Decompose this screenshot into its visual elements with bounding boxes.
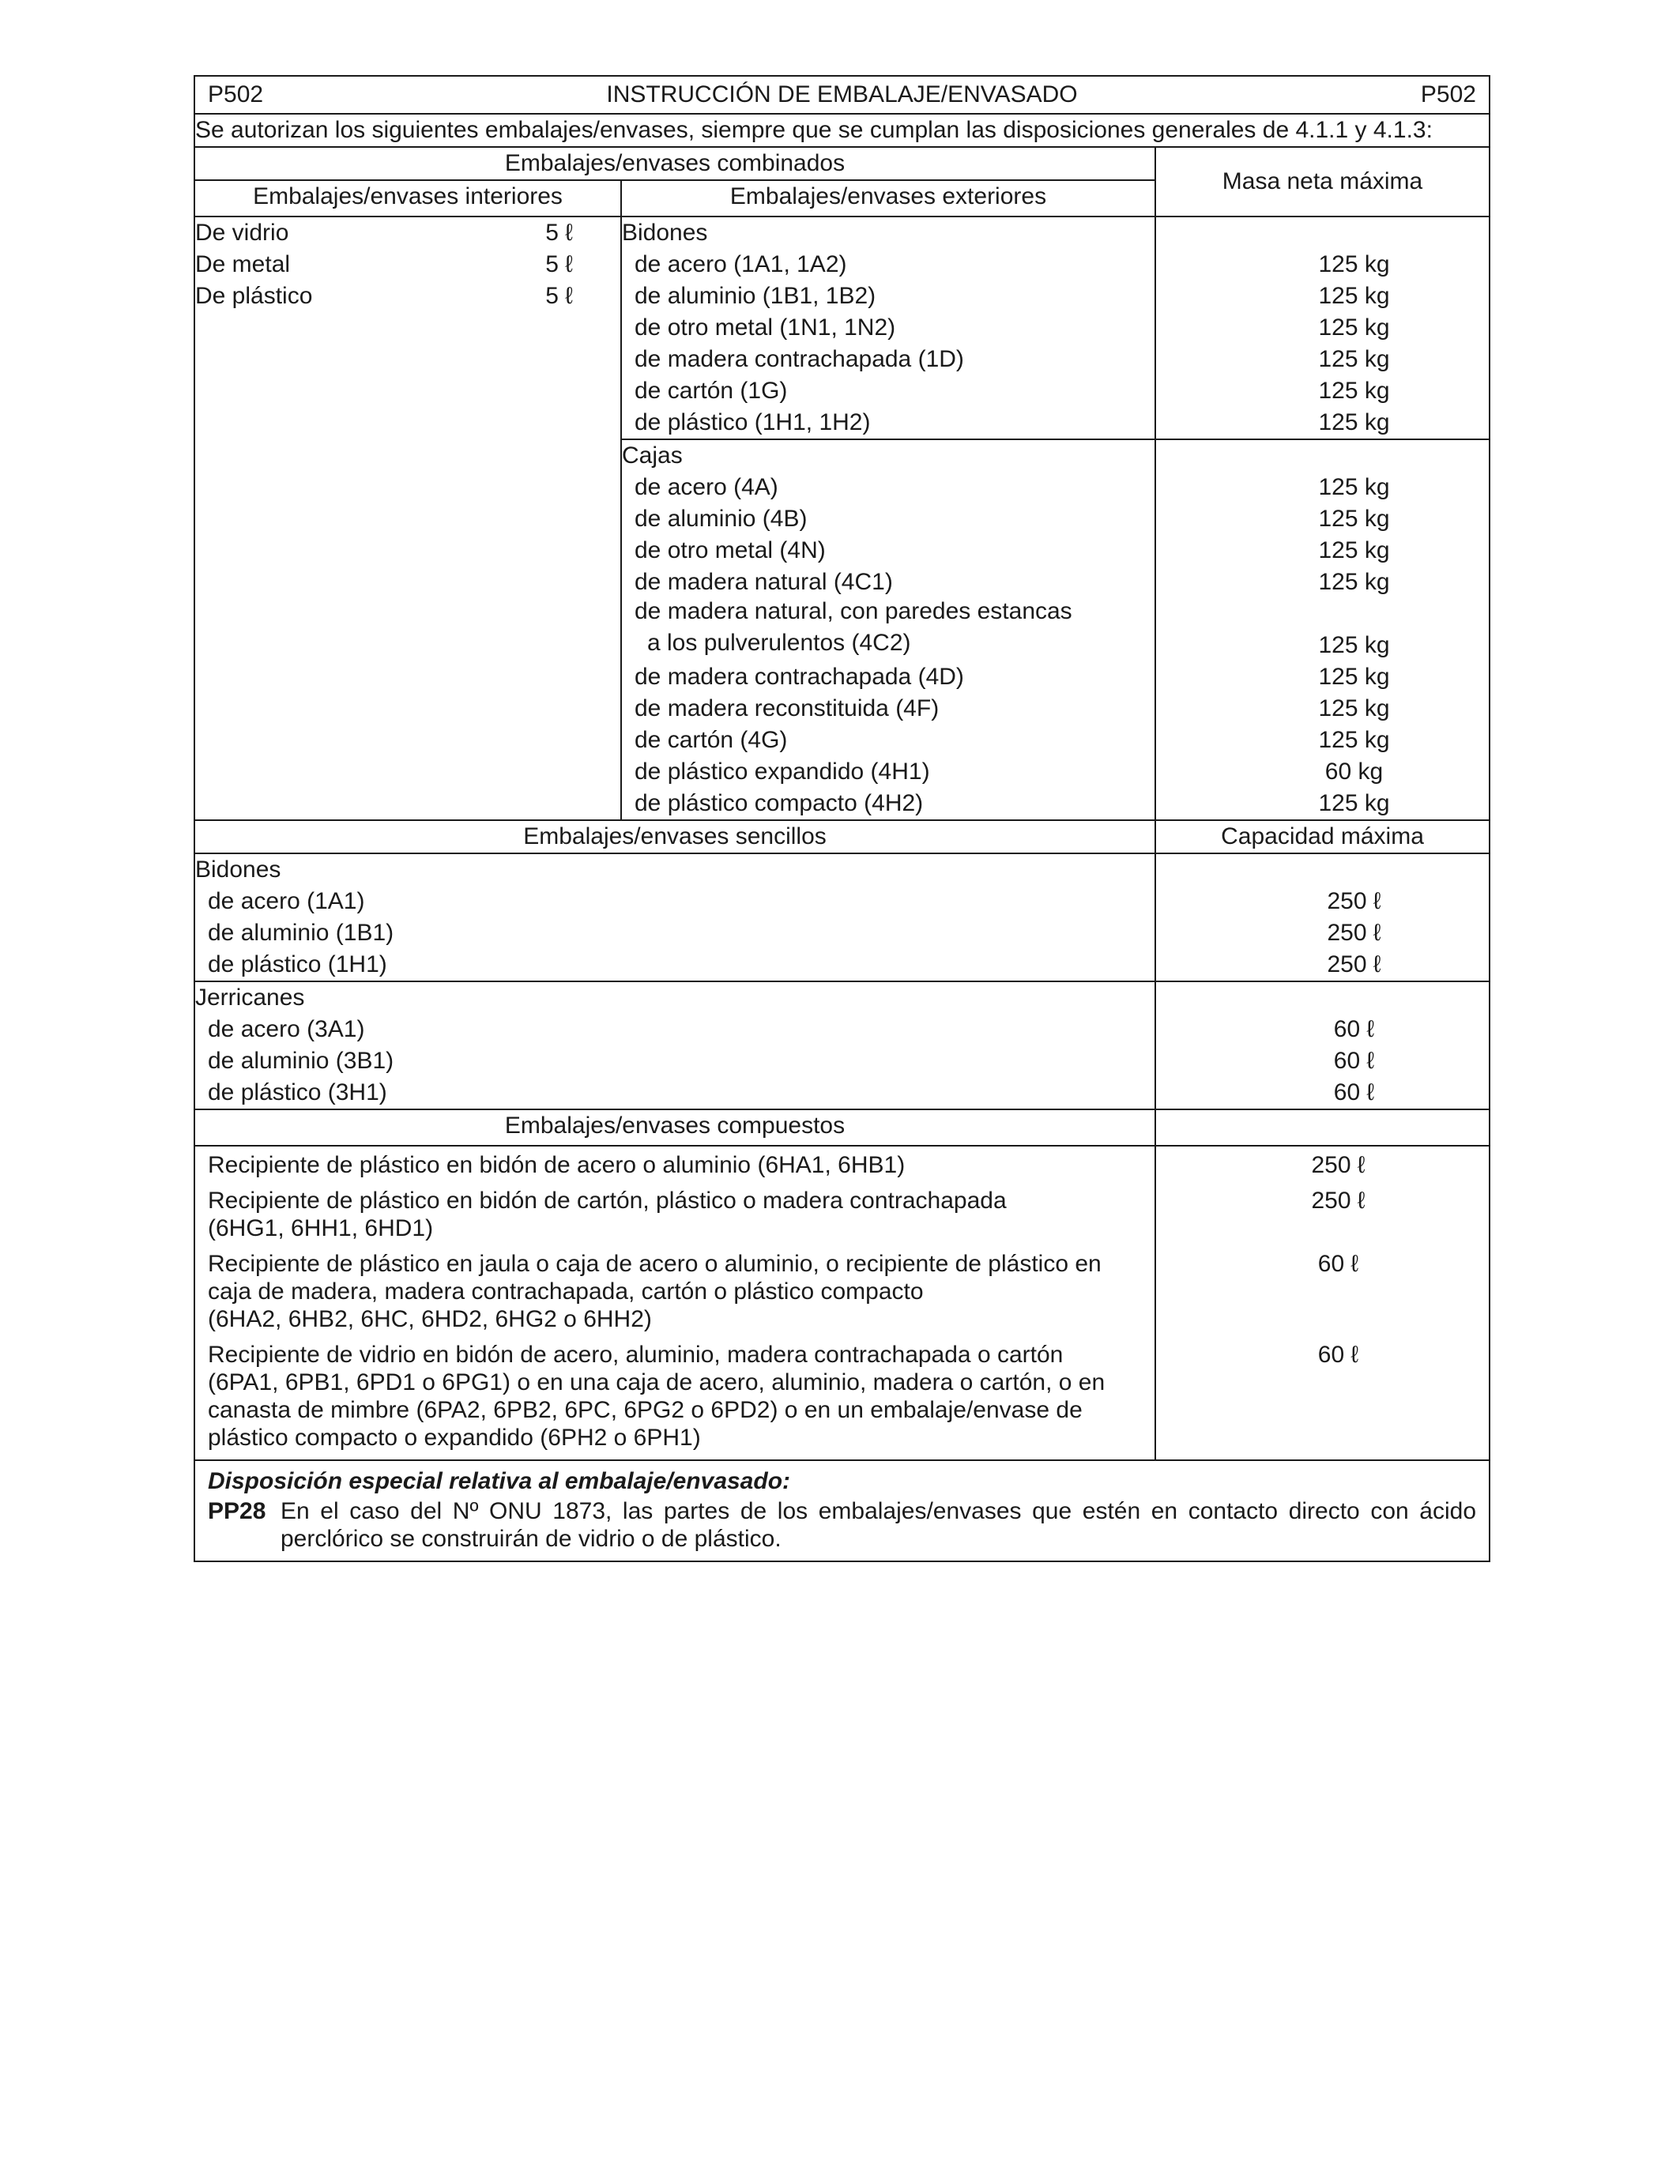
mass-heading: Masa neta máxima	[1155, 147, 1490, 217]
list-item: de acero (1A1, 1A2)	[635, 251, 847, 277]
list-item-value: 60 ℓ	[1333, 1048, 1375, 1074]
instruction-code-left: P502	[208, 81, 264, 107]
composite-item-line: Recipiente de vidrio en bidón de acero, aluminio, madera contrachapada o cartón	[208, 1342, 1064, 1368]
list-item: de cartón (4G)	[635, 727, 788, 753]
single-drums-cell	[194, 853, 1155, 981]
list-item-label-cont: a los pulverulentos (4C2)	[647, 630, 911, 656]
packing-instruction-table	[194, 75, 1490, 1562]
intro-text: Se autorizan los siguientes embalajes/envases, siempre que se cumplan las disposiciones generales de 4.1.1 y 4.1.3:	[194, 114, 1490, 147]
list-item-value: 125 kg	[1318, 283, 1390, 309]
list-item-value: 125 kg	[1318, 409, 1390, 435]
composite-item-line: Recipiente de plástico en bidón de cartón, plástico o madera contrachapada	[208, 1188, 1007, 1214]
composite-item-line: plástico compacto o expandido (6PH2 o 6PH1)	[208, 1425, 701, 1451]
outer-boxes-cell	[621, 439, 1155, 820]
single-drums-title: Bidones	[195, 857, 281, 883]
special-provision-pp28	[195, 1497, 1489, 1561]
list-item-value: 60 ℓ	[1333, 1079, 1375, 1105]
header-row	[194, 76, 1490, 114]
composite-item	[195, 1147, 1155, 1182]
composite-heading-blank	[1155, 1109, 1490, 1146]
combined-heading: Embalajes/envases combinados	[194, 147, 1155, 180]
list-item-value: 60 ℓ	[1333, 1016, 1375, 1042]
list-item-label: de madera natural, con paredes estancas	[635, 598, 1072, 624]
list-item-value: 125 kg	[1318, 314, 1390, 341]
inner-item-label: De metal	[195, 251, 291, 277]
list-item: de aluminio (1B1, 1B2)	[635, 283, 876, 309]
outer-boxes-mass	[1155, 439, 1490, 820]
list-item-value: 125 kg	[1318, 632, 1390, 658]
list-item-value: 250 ℓ	[1327, 888, 1381, 914]
composite-item	[195, 1336, 1155, 1455]
inner-packagings-list	[194, 217, 621, 820]
jerricans-capacity	[1155, 981, 1490, 1109]
composite-item-line: canasta de mimbre (6PA2, 6PB2, 6PC, 6PG2 o 6PD2) o en un embalaje/envase de	[208, 1397, 1083, 1423]
list-item: de plástico expandido (4H1)	[635, 759, 930, 785]
list-item: de madera contrachapada (1D)	[635, 346, 964, 372]
packing-instruction-document	[194, 75, 1489, 1562]
inner-item-limit: 5 ℓ	[545, 251, 573, 277]
jerricans-title: Jerricanes	[195, 985, 305, 1011]
list-item-value: 125 kg	[1318, 727, 1390, 753]
list-item: de plástico compacto (4H2)	[635, 790, 924, 816]
list-item-value: 125 kg	[1318, 569, 1390, 595]
instruction-code-right: P502	[1420, 81, 1476, 107]
special-provision-cell	[194, 1460, 1490, 1561]
outer-drums-items	[622, 249, 1155, 439]
list-item: de madera contrachapada (4D)	[635, 664, 964, 690]
inner-item-label: De vidrio	[195, 220, 289, 246]
outer-drums-mass	[1155, 217, 1490, 439]
composite-heading: Embalajes/envases compuestos	[194, 1109, 1155, 1146]
list-item: de plástico (1H1)	[208, 951, 387, 977]
list-item: de aluminio (3B1)	[208, 1048, 394, 1074]
list-item-value: 125 kg	[1318, 695, 1390, 721]
composite-item-capacity: 250 ℓ	[1311, 1152, 1365, 1178]
list-item-value: 250 ℓ	[1327, 951, 1381, 977]
inner-heading: Embalajes/envases interiores	[194, 180, 621, 217]
outer-boxes-title: Cajas	[622, 442, 683, 469]
list-item-value: 250 ℓ	[1327, 920, 1381, 946]
list-item: de otro metal (1N1, 1N2)	[635, 314, 896, 341]
outer-heading: Embalajes/envases exteriores	[621, 180, 1155, 217]
list-item-value: 125 kg	[1318, 251, 1390, 277]
list-item-value: 125 kg	[1318, 664, 1390, 690]
jerricans-items	[195, 1014, 1155, 1109]
list-item: de acero (1A1)	[208, 888, 365, 914]
list-item: de aluminio (1B1)	[208, 920, 394, 946]
special-provision-heading: Disposición especial relativa al embalaje/envasado:	[208, 1468, 791, 1494]
composite-item-capacity: 250 ℓ	[1311, 1188, 1365, 1214]
composite-item	[195, 1182, 1155, 1245]
composite-item-capacity: 60 ℓ	[1317, 1251, 1359, 1277]
composite-item-capacity: 60 ℓ	[1317, 1342, 1359, 1368]
list-item	[635, 598, 1155, 661]
single-drums-items	[195, 886, 1155, 981]
inner-item-limit: 5 ℓ	[545, 283, 573, 309]
list-item-value: 60 kg	[1324, 759, 1384, 785]
inner-item	[195, 249, 620, 281]
composite-item	[195, 1245, 1155, 1336]
special-provision-text: En el caso del Nº ONU 1873, las partes de los embalajes/envases que estén en contacto directo con ácido perclórico se construirán de vidrio o de plástico.	[281, 1498, 1476, 1552]
instruction-title: INSTRUCCIÓN DE EMBALAJE/ENVASADO	[606, 81, 1078, 107]
inner-item	[195, 281, 620, 312]
composite-item-line: Recipiente de plástico en bidón de acero o aluminio (6HA1, 6HB1)	[208, 1152, 906, 1178]
single-heading: Embalajes/envases sencillos	[194, 820, 1155, 853]
inner-items	[195, 217, 620, 312]
composite-item-line: Recipiente de plástico en jaula o caja de acero o aluminio, o recipiente de plástico en	[208, 1251, 1102, 1277]
jerricans-cell	[194, 981, 1155, 1109]
outer-boxes-items	[622, 472, 1155, 819]
list-item-value: 125 kg	[1318, 790, 1390, 816]
list-item: de acero (3A1)	[208, 1016, 365, 1042]
list-item-value: 125 kg	[1318, 506, 1390, 532]
list-item: de aluminio (4B)	[635, 506, 808, 532]
list-item: de madera reconstituida (4F)	[635, 695, 940, 721]
composite-item-line: (6HA2, 6HB2, 6HC, 6HD2, 6HG2 o 6HH2)	[208, 1306, 652, 1332]
inner-item-limit: 5 ℓ	[545, 220, 573, 246]
inner-item-label: De plástico	[195, 283, 313, 309]
capacity-heading: Capacidad máxima	[1155, 820, 1490, 853]
single-drums-capacity	[1155, 853, 1490, 981]
list-item-value: 125 kg	[1318, 346, 1390, 372]
composite-item-line: (6PA1, 6PB1, 6PD1 o 6PG1) o en una caja de acero, aluminio, madera o cartón, o en	[208, 1369, 1106, 1395]
list-item: de madera natural (4C1)	[635, 569, 893, 595]
list-item-value: 125 kg	[1318, 474, 1390, 500]
list-item-value: 125 kg	[1318, 378, 1390, 404]
list-item: de plástico (3H1)	[208, 1079, 387, 1105]
outer-drums-title: Bidones	[622, 220, 708, 246]
list-item: de acero (4A)	[635, 474, 778, 500]
composite-item-line: caja de madera, madera contrachapada, cartón o plástico compacto	[208, 1278, 924, 1305]
list-item: de otro metal (4N)	[635, 537, 826, 563]
list-item: de cartón (1G)	[635, 378, 788, 404]
list-item-value: 125 kg	[1318, 537, 1390, 563]
composite-item-line: (6HG1, 6HH1, 6HD1)	[208, 1215, 434, 1241]
inner-item	[195, 217, 620, 249]
list-item: de plástico (1H1, 1H2)	[635, 409, 871, 435]
composite-capacity-cell	[1155, 1146, 1490, 1460]
special-provision-code: PP28	[208, 1498, 266, 1524]
composite-items-cell	[194, 1146, 1155, 1460]
outer-drums-cell	[621, 217, 1155, 439]
